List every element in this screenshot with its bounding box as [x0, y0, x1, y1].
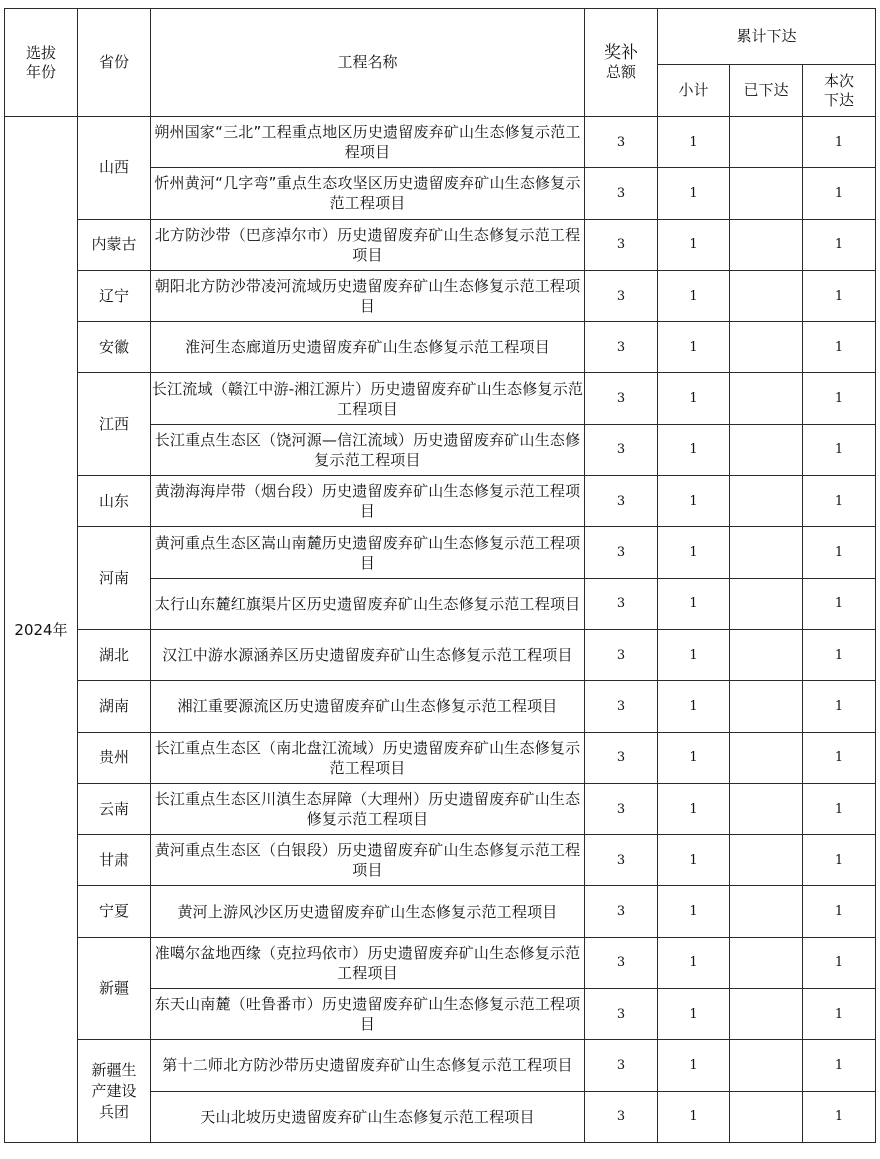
issued-cell: [730, 886, 803, 937]
header-year-line1: 选拔: [25, 43, 56, 62]
total-cell: 3: [585, 1040, 658, 1091]
province-cell: [78, 732, 151, 783]
current-cell: 1: [803, 578, 876, 629]
subtotal-cell: 1: [658, 937, 730, 988]
table-row: [5, 476, 876, 527]
total-cell: 3: [585, 424, 658, 475]
issued-cell: [730, 424, 803, 475]
project-name-cell: 忻州黄河“几字弯”重点生态攻坚区历史遗留废弃矿山生态修复示范工程项目: [151, 168, 585, 219]
project-name-cell: 天山北坡历史遗留废弃矿山生态修复示范工程项目: [151, 1091, 585, 1142]
current-cell: 1: [803, 476, 876, 527]
project-name-cell: 第十二师北方防沙带历史遗留废弃矿山生态修复示范工程项目: [151, 1040, 585, 1091]
province-cell: [78, 681, 151, 732]
header-year: [5, 9, 78, 117]
current-cell: 1: [803, 527, 876, 578]
table-row: [5, 322, 876, 373]
current-cell: 1: [803, 219, 876, 270]
province-cell: [78, 937, 151, 1040]
total-cell: 3: [585, 937, 658, 988]
subtotal-cell: 1: [658, 629, 730, 680]
project-name-cell: 朔州国家“三北”工程重点地区历史遗留废弃矿山生态修复示范工程项目: [151, 117, 585, 168]
province-cell: [78, 219, 151, 270]
project-name-cell: 汉江中游水源涵养区历史遗留废弃矿山生态修复示范工程项目: [151, 629, 585, 680]
total-cell: 3: [585, 476, 658, 527]
table-row: [5, 219, 876, 270]
issued-cell: [730, 629, 803, 680]
current-cell: 1: [803, 1040, 876, 1091]
issued-cell: [730, 476, 803, 527]
province-label: 贵州: [98, 748, 129, 767]
table-row: [5, 937, 876, 988]
province-label: 山东: [98, 491, 129, 510]
province-label: 甘肃: [98, 850, 129, 869]
province-label: 内蒙古: [91, 235, 137, 254]
subtotal-cell: 1: [658, 681, 730, 732]
issued-cell: [730, 937, 803, 988]
subtotal-cell: 1: [658, 117, 730, 168]
province-cell: [78, 629, 151, 680]
subtotal-cell: 1: [658, 168, 730, 219]
province-label: 江西: [98, 414, 129, 433]
total-cell: 3: [585, 989, 658, 1040]
current-cell: 1: [803, 783, 876, 834]
province-cell: [78, 886, 151, 937]
province-label: 辽宁: [98, 286, 129, 305]
subtotal-cell: 1: [658, 527, 730, 578]
subtotal-cell: 1: [658, 835, 730, 886]
table-header: [5, 9, 876, 117]
issued-cell: [730, 681, 803, 732]
current-cell: 1: [803, 732, 876, 783]
project-name-cell: 黄河上游风沙区历史遗留废弃矿山生态修复示范工程项目: [151, 886, 585, 937]
province-label: 新疆生: [91, 1060, 137, 1079]
total-cell: 3: [585, 322, 658, 373]
subtotal-cell: 1: [658, 373, 730, 424]
current-cell: 1: [803, 937, 876, 988]
total-cell: 3: [585, 270, 658, 321]
current-cell: 1: [803, 629, 876, 680]
total-cell: 3: [585, 1091, 658, 1142]
issued-cell: [730, 527, 803, 578]
current-cell: 1: [803, 322, 876, 373]
province-label: 宁夏: [98, 902, 129, 921]
header-current: [803, 65, 876, 117]
table-row: [5, 527, 876, 578]
subtotal-cell: 1: [658, 886, 730, 937]
total-cell: 3: [585, 373, 658, 424]
header-year-line2: 年份: [25, 62, 56, 81]
table-row: [5, 629, 876, 680]
project-name-cell: 长江流域（赣江中游-湘江源片）历史遗留废弃矿山生态修复示范工程项目: [151, 373, 585, 424]
issued-cell: [730, 1091, 803, 1142]
header-current-line1: 本次: [824, 71, 855, 90]
table-row: [5, 270, 876, 321]
province-label: 新疆: [98, 979, 129, 998]
total-cell: 3: [585, 578, 658, 629]
current-cell: 1: [803, 886, 876, 937]
project-name-cell: 长江重点生态区（南北盘江流域）历史遗留废弃矿山生态修复示范工程项目: [151, 732, 585, 783]
project-name-cell: 淮河生态廊道历史遗留废弃矿山生态修复示范工程项目: [151, 322, 585, 373]
issued-cell: [730, 270, 803, 321]
province-cell: [78, 835, 151, 886]
issued-cell: [730, 373, 803, 424]
year-cell: 2024年: [5, 117, 78, 1143]
issued-cell: [730, 835, 803, 886]
province-label: 山西: [98, 158, 129, 177]
project-name-cell: 准噶尔盆地西缘（克拉玛依市）历史遗留废弃矿山生态修复示范工程项目: [151, 937, 585, 988]
project-name-cell: 太行山东麓红旗渠片区历史遗留废弃矿山生态修复示范工程项目: [151, 578, 585, 629]
province-cell: [78, 783, 151, 834]
subtotal-cell: 1: [658, 1091, 730, 1142]
current-cell: 1: [803, 117, 876, 168]
subtotal-cell: 1: [658, 424, 730, 475]
current-cell: 1: [803, 989, 876, 1040]
province-label: 云南: [98, 799, 129, 818]
province-cell: [78, 373, 151, 476]
project-name-cell: 黄渤海海岸带（烟台段）历史遗留废弃矿山生态修复示范工程项目: [151, 476, 585, 527]
subtotal-cell: 1: [658, 732, 730, 783]
province-label: 安徽: [98, 337, 129, 356]
issued-cell: [730, 989, 803, 1040]
subtotal-cell: 1: [658, 783, 730, 834]
subtotal-cell: 1: [658, 476, 730, 527]
issued-cell: [730, 322, 803, 373]
total-cell: 3: [585, 629, 658, 680]
table-body: [5, 117, 876, 1143]
table-row: [5, 117, 876, 168]
total-cell: 3: [585, 527, 658, 578]
total-cell: 3: [585, 681, 658, 732]
current-cell: 1: [803, 835, 876, 886]
header-province: 省份: [78, 9, 151, 117]
total-cell: 3: [585, 117, 658, 168]
total-cell: 3: [585, 219, 658, 270]
province-cell: [78, 527, 151, 630]
issued-cell: [730, 1040, 803, 1091]
total-cell: 3: [585, 886, 658, 937]
current-cell: 1: [803, 373, 876, 424]
issued-cell: [730, 578, 803, 629]
province-label: 兵团: [98, 1102, 129, 1121]
project-name-cell: 黄河重点生态区（白银段）历史遗留废弃矿山生态修复示范工程项目: [151, 835, 585, 886]
province-cell: [78, 1040, 151, 1143]
current-cell: 1: [803, 681, 876, 732]
current-cell: 1: [803, 270, 876, 321]
province-label: 湖北: [98, 645, 129, 664]
province-cell: [78, 476, 151, 527]
province-cell: [78, 322, 151, 373]
table-row: [5, 835, 876, 886]
subtotal-cell: 1: [658, 270, 730, 321]
issued-cell: [730, 783, 803, 834]
header-issued: 已下达: [730, 65, 803, 117]
project-name-cell: 北方防沙带（巴彦淖尔市）历史遗留废弃矿山生态修复示范工程项目: [151, 219, 585, 270]
project-name-cell: 黄河重点生态区嵩山南麓历史遗留废弃矿山生态修复示范工程项目: [151, 527, 585, 578]
header-project-name: 工程名称: [151, 9, 585, 117]
project-name-cell: 长江重点生态区（饶河源—信江流域）历史遗留废弃矿山生态修复示范工程项目: [151, 424, 585, 475]
subtotal-cell: 1: [658, 219, 730, 270]
province-cell: [78, 270, 151, 321]
total-cell: 3: [585, 783, 658, 834]
current-cell: 1: [803, 168, 876, 219]
issued-cell: [730, 219, 803, 270]
province-label: 产建设: [91, 1081, 137, 1100]
province-label: 湖南: [98, 696, 129, 715]
header-total: [585, 9, 658, 117]
issued-cell: [730, 117, 803, 168]
subtotal-cell: 1: [658, 322, 730, 373]
table-row: [5, 732, 876, 783]
province-cell: [78, 117, 151, 220]
project-name-cell: 长江重点生态区川滇生态屏障（大理州）历史遗留废弃矿山生态修复示范工程项目: [151, 783, 585, 834]
header-total-line2: 总额: [605, 62, 636, 81]
total-cell: 3: [585, 732, 658, 783]
table-row: [5, 373, 876, 424]
subtotal-cell: 1: [658, 1040, 730, 1091]
table-row: [5, 783, 876, 834]
issued-cell: [730, 732, 803, 783]
header-total-line1: 奖补: [604, 42, 638, 63]
total-cell: 3: [585, 168, 658, 219]
header-cumulative: 累计下达: [658, 9, 876, 65]
project-name-cell: 湘江重要源流区历史遗留废弃矿山生态修复示范工程项目: [151, 681, 585, 732]
province-label: 河南: [98, 568, 129, 587]
subtotal-cell: 1: [658, 989, 730, 1040]
current-cell: 1: [803, 1091, 876, 1142]
table-row: [5, 886, 876, 937]
table-row: [5, 1040, 876, 1091]
table-row: [5, 681, 876, 732]
issued-cell: [730, 168, 803, 219]
funding-table: [4, 8, 876, 1143]
header-subtotal: 小计: [658, 65, 730, 117]
current-cell: 1: [803, 424, 876, 475]
total-cell: 3: [585, 835, 658, 886]
header-current-line2: 下达: [824, 90, 855, 109]
project-name-cell: 朝阳北方防沙带凌河流域历史遗留废弃矿山生态修复示范工程项目: [151, 270, 585, 321]
subtotal-cell: 1: [658, 578, 730, 629]
project-name-cell: 东天山南麓（吐鲁番市）历史遗留废弃矿山生态修复示范工程项目: [151, 989, 585, 1040]
